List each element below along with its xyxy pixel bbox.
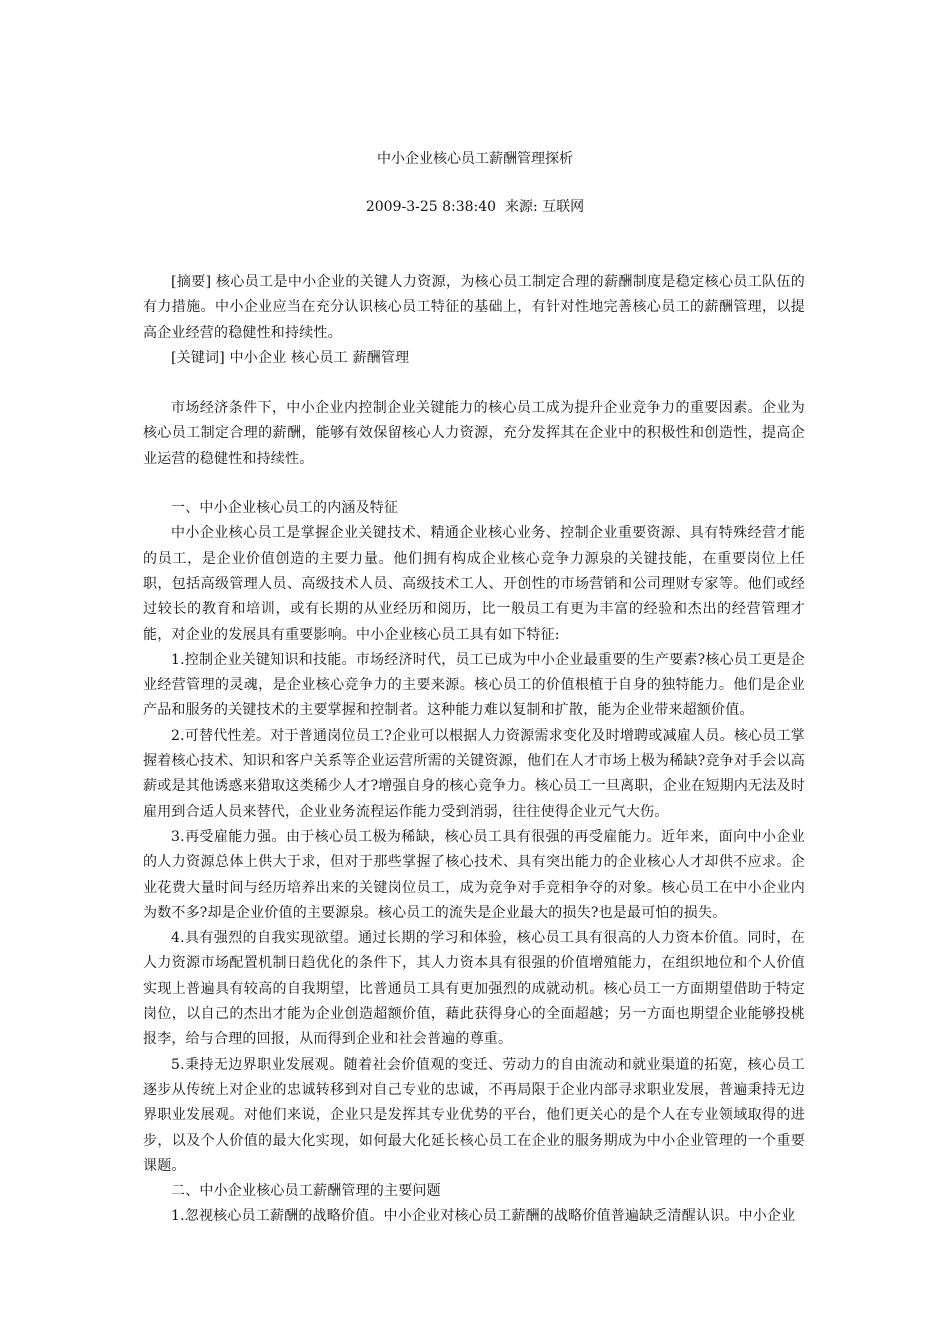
feature-paragraph-3: 3.再受雇能力强。由于核心员工极为稀缺，核心员工具有很强的再受雇能力。近年来，面向中小企业的人力资源总体上供大于求，但对于那些掌握了核心技术、具有突出能力的企业核心人才却供不应求。企业花费大量时间与经历培养出来的关键岗位员工，成为竞争对手竞相争夺的对象。核心员工在中小企业内为数不多?却是企业价值的主要源泉。核心员工的流失是企业最大的损失?也是最可怕的损失。 bbox=[143, 828, 805, 921]
article-source: 来源: 互联网 bbox=[504, 199, 585, 215]
feature-paragraph-2: 2.可替代性差。对于普通岗位员工?企业可以根据人力资源需求变化及时增聘或减雇人员。核心员工掌握着核心技术、知识和客户关系等企业运营所需的关键资源，他们在人才市场上极为稀缺?竞争对手会以高薪或是其他诱惑来猎取这类稀少人才?增强自身的核心竞争力。核心员工一旦离职，企业在短期内无法及时雇用到合适人员来替代，企业业务流程运作能力受到消弱，往往使得企业元气大伤。 bbox=[143, 727, 805, 820]
keywords-paragraph: [关键词] 中小企业 核心员工 薪酬管理 bbox=[171, 349, 410, 366]
intro-paragraph: 市场经济条件下，中小企业内控制企业关键能力的核心员工成为提升企业竞争力的重要因素。企业为核心员工制定合理的薪酬，能够有效保留核心人力资源，充分发挥其在企业中的积极性和创造性，提高企业运营的稳健性和持续性。 bbox=[143, 400, 805, 467]
article-title: 中小企业核心员工薪酬管理探析 bbox=[377, 151, 573, 167]
feature-paragraph-5: 5.秉持无边界职业发展观。随着社会价值观的变迁、劳动力的自由流动和就业渠道的拓宽，核心员工逐步从传统上对企业的忠诚转移到对自己专业的忠诚，不再局限于企业内部寻求职业发展，普遍秉持无边界职业发展观。对他们来说，企业只是发挥其专业优势的平台，他们更关心的是个人在专业领域取得的进步，以及个人价值的最大化实现，如何最大化延长核心员工在企业的服务期成为中小企业管理的一个重要课题。 bbox=[143, 1056, 805, 1174]
problem-paragraph-1: 1.忽视核心员工薪酬的战略价值。中小企业对核心员工薪酬的战略价值普遍缺乏清醒认识。中小企业 bbox=[171, 1208, 796, 1225]
section-heading-1: 一、中小企业核心员工的内涵及特征 bbox=[171, 500, 399, 517]
feature-paragraph-1: 1.控制企业关键知识和技能。市场经济时代，员工已成为中小企业最重要的生产要素?核心员工更是企业经营管理的灵魂，是企业核心竞争力的主要来源。核心员工的价值根植于自身的独特能力。他们是企业产品和服务的关键技术的主要掌握和控制者。这种能力难以复制和扩散，能为企业带来超额价值。 bbox=[143, 651, 805, 719]
article-meta bbox=[0, 197, 950, 217]
abstract-paragraph: [摘要] 核心员工是中小企业的关键人力资源，为核心员工制定合理的薪酬制度是稳定核心员工队伍的有力措施。中小企业应当在充分认识核心员工特征的基础上，有针对性地完善核心员工的薪酬管理，以提高企业经营的稳健性和持续性。 bbox=[143, 274, 805, 341]
body-paragraph: 中小企业核心员工是掌握企业关键技术、精通企业核心业务、控制企业重要资源、具有特殊经营才能的员工，是企业价值创造的主要力量。他们拥有构成企业核心竞争力源泉的关键技能，在重要岗位上任职，包括高级管理人员、高级技术人员、高级技术工人、开创性的市场营销和公司理财专家等。他们或经过较长的教育和培训，或有长期的从业经历和阅历，比一般员工有更为丰富的经验和杰出的经营管理才能，对企业的发展具有重要影响。中小企业核心员工具有如下特征: bbox=[143, 525, 805, 643]
article-body bbox=[143, 270, 805, 1230]
publish-date: 2009-3-25 8:38:40 bbox=[365, 199, 497, 215]
section-heading-2: 二、中小企业核心员工薪酬管理的主要问题 bbox=[171, 1183, 441, 1200]
feature-paragraph-4: 4.具有强烈的自我实现欲望。通过长期的学习和体验，核心员工具有很高的人力资本价值。同时，在人力资源市场配置机制日趋优化的条件下，其人力资本具有很强的价值增殖能力，在组织地位和个人价值实现上普遍具有较高的自我期望，比普通员工具有更加强烈的成就动机。核心员工一方面期望借助于特定岗位，以自己的杰出才能为企业创造超额价值，藉此获得身心的全面超越；另一方面也期望企业能够投桃报李，给与合理的回报，从而得到企业和社会普遍的尊重。 bbox=[143, 930, 805, 1048]
